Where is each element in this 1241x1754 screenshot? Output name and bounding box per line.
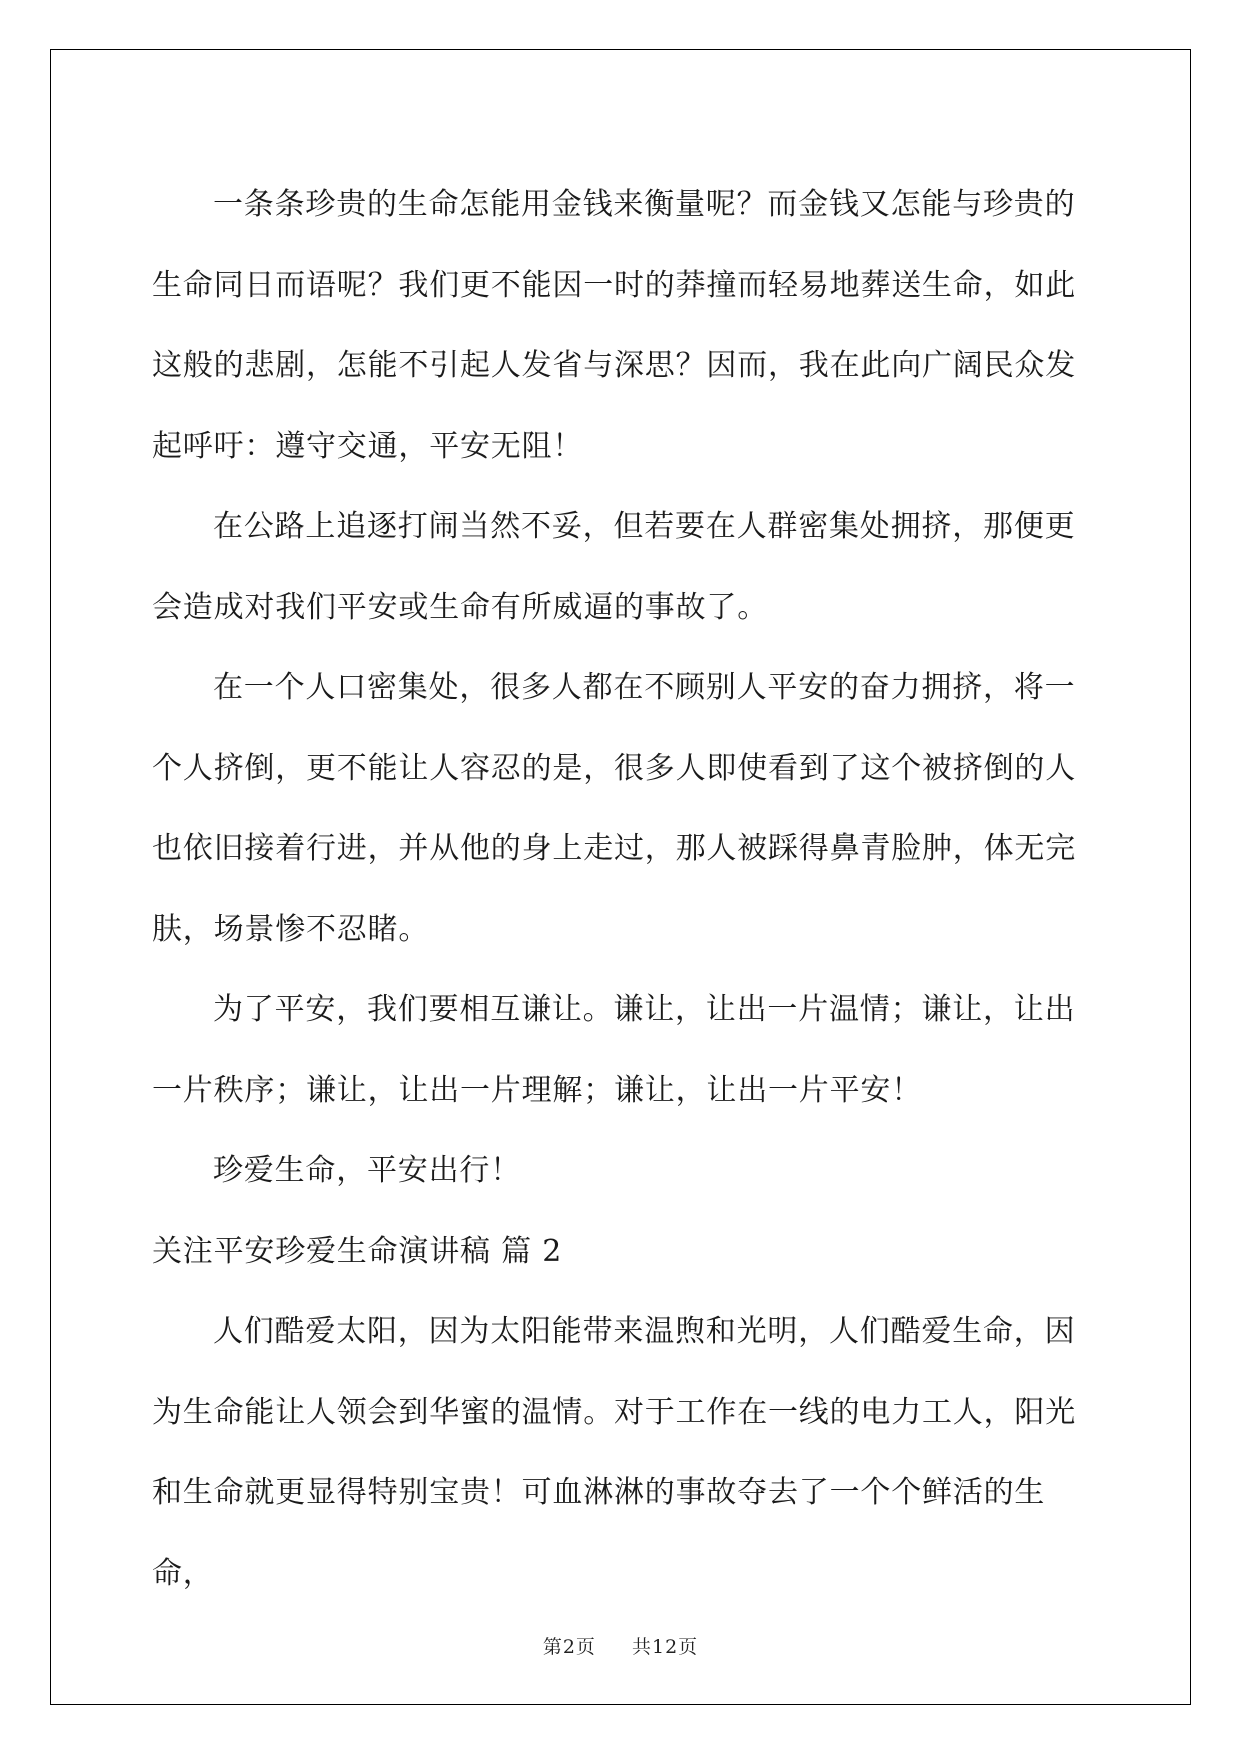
page-number: 第2页 bbox=[542, 1636, 596, 1658]
paragraph-3: 在一个人口密集处，很多人都在不顾别人平安的奋力拥挤，将一个人挤倒，更不能让人容忍的是，很多人即使看到了这个被挤倒的人也依旧接着行进，并从他的身上走过，那人被踩得鼻青脸肿，体无完肤，场景惨不忍睹。 bbox=[152, 670, 1076, 947]
paragraph-2: 在公路上追逐打闹当然不妥，但若要在人群密集处拥挤，那便更会造成对我们平安或生命有所威逼的事故了。 bbox=[152, 509, 1076, 625]
document-body bbox=[152, 165, 1092, 1614]
paragraph-1: 一条条珍贵的生命怎能用金钱来衡量呢？而金钱又怎能与珍贵的生命同日而语呢？我们更不能因一时的莽撞而轻易地葬送生命，如此这般的悲剧，怎能不引起人发省与深思？因而，我在此向广阔民众发起呼吁：遵守交通，平安无阻！ bbox=[152, 187, 1076, 464]
paragraph-6: 人们酷爱太阳，因为太阳能带来温煦和光明，人们酷爱生命，因为生命能让人领会到华蜜的温情。对于工作在一线的电力工人，阳光和生命就更显得特别宝贵！可血淋淋的事故夺去了一个个鲜活的生命， bbox=[152, 1314, 1076, 1591]
paragraph-5: 珍爱生命，平安出行！ bbox=[213, 1153, 521, 1188]
paragraph-4: 为了平安，我们要相互谦让。谦让，让出一片温情；谦让，让出一片秩序；谦让，让出一片理解；谦让，让出一片平安！ bbox=[152, 992, 1076, 1108]
page-footer bbox=[0, 1632, 1241, 1659]
page-total: 共12页 bbox=[632, 1636, 699, 1658]
section-heading: 关注平安珍爱生命演讲稿 篇 2 bbox=[152, 1233, 563, 1269]
